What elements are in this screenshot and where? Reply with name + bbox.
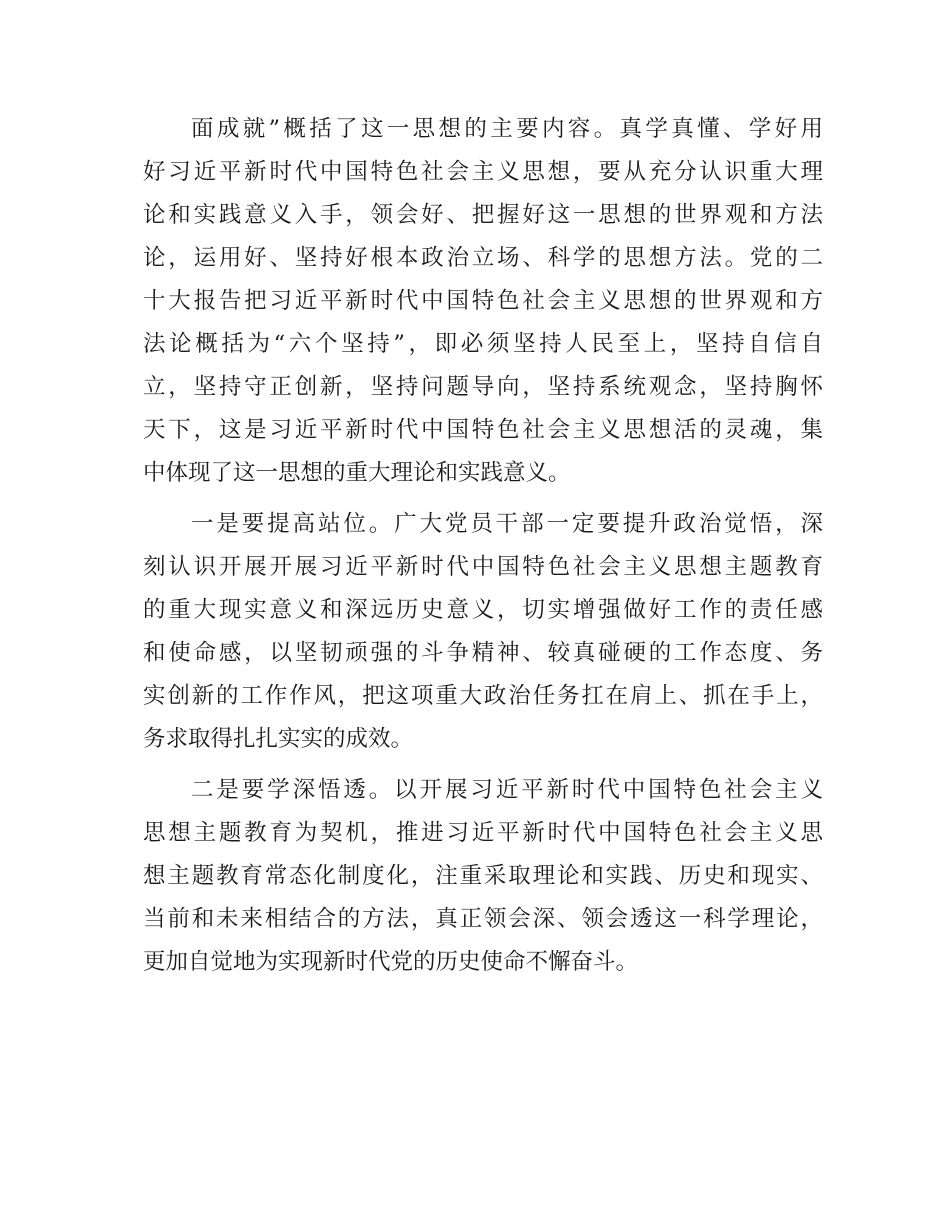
text-line: 当前和未来相结合的方法，真正领会深、领会透这一科学理论， <box>143 906 823 932</box>
text-line: 论和实践意义入手，领会好、把握好这一思想的世界观和方法 <box>143 202 823 228</box>
text-line: 面成就”概括了这一思想的主要内容。真学真懂、学好用 <box>191 116 823 142</box>
paragraph-3 <box>143 769 823 984</box>
text-line: 中体现了这一思想的重大理论和实践意义。 <box>143 460 571 486</box>
text-line: 十大报告把习近平新时代中国特色社会主义思想的世界观和方 <box>143 288 823 314</box>
text-line: 天下，这是习近平新时代中国特色社会主义思想活的灵魂，集 <box>143 417 823 443</box>
paragraph-spacer <box>143 495 823 503</box>
text-line: 更加自觉地为实现新时代党的历史使命不懈奋斗。 <box>143 949 639 975</box>
paragraph-spacer <box>143 761 823 769</box>
document-body <box>143 108 823 984</box>
text-line: 刻认识开展开展习近平新时代中国特色社会主义思想主题教育 <box>143 554 823 580</box>
text-line: 一是要提高站位。广大党员干部一定要提升政治觉悟，深 <box>191 511 823 537</box>
text-line: 想主题教育常态化制度化，注重采取理论和实践、历史和现实、 <box>143 863 823 889</box>
text-line: 的重大现实意义和深远历史意义，切实增强做好工作的责任感 <box>143 597 823 623</box>
text-line: 论，运用好、坚持好根本政治立场、科学的思想方法。党的二 <box>143 245 823 271</box>
text-line: 好习近平新时代中国特色社会主义思想，要从充分认识重大理 <box>143 159 823 185</box>
text-line: 思想主题教育为契机，推进习近平新时代中国特色社会主义思 <box>143 820 823 846</box>
text-line: 实创新的工作作风，把这项重大政治任务扛在肩上、抓在手上， <box>143 683 823 709</box>
text-line: 立，坚持守正创新，坚持问题导向，坚持系统观念，坚持胸怀 <box>143 374 823 400</box>
text-line: 二是要学深悟透。以开展习近平新时代中国特色社会主义 <box>191 777 823 803</box>
text-line: 务求取得扎扎实实的成效。 <box>143 726 414 752</box>
paragraph-2 <box>143 503 823 761</box>
text-line: 法论概括为“六个坚持”，即必须坚持人民至上，坚持自信自 <box>143 331 823 357</box>
paragraph-1 <box>143 108 823 495</box>
text-line: 和使命感，以坚韧顽强的斗争精神、较真碰硬的工作态度、务 <box>143 640 823 666</box>
